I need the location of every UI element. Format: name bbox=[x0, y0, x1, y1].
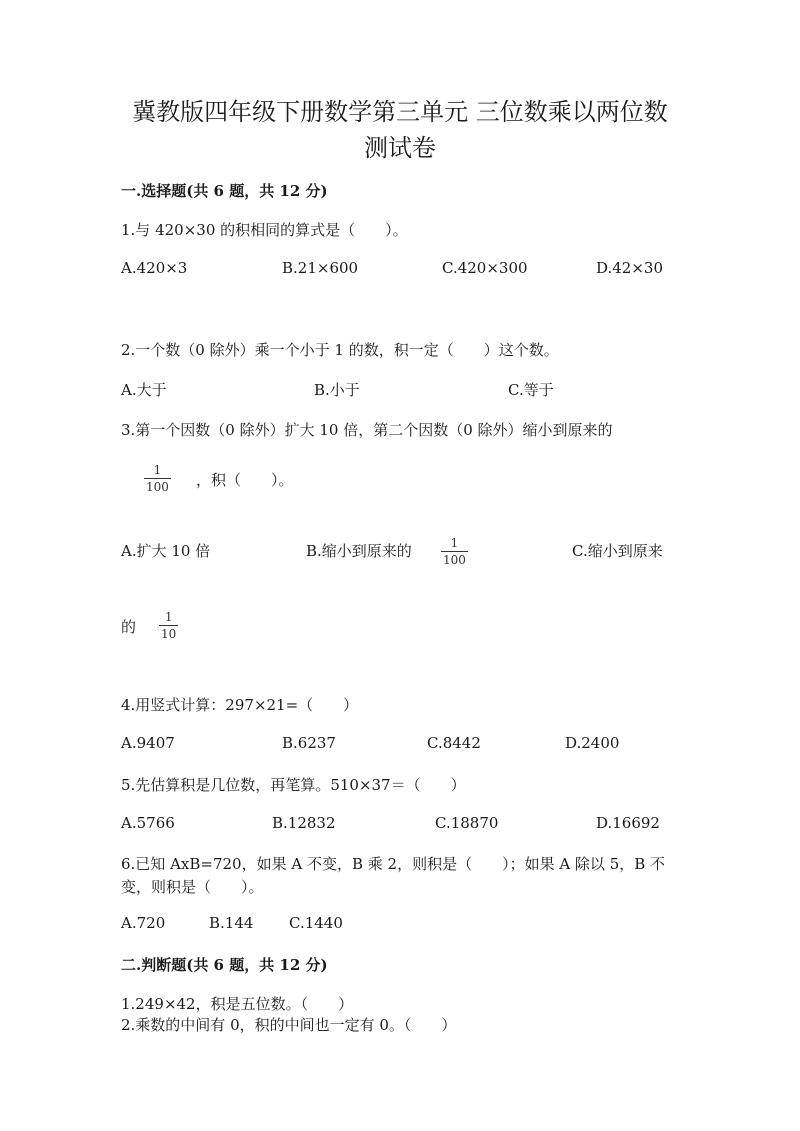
question-5-option-c[interactable]: C.18870 bbox=[435, 814, 499, 832]
section-heading-judgment: 二.判断题(共 6 题，共 12 分) bbox=[121, 956, 328, 974]
question-4-option-d[interactable]: D.2400 bbox=[565, 734, 620, 752]
question-3-text: 3.第一个因数（0 除外）扩大 10 倍，第二个因数（0 除外）缩小到原来的 bbox=[121, 421, 613, 439]
question-3-fraction bbox=[144, 463, 171, 494]
question-3-option-b[interactable]: B.缩小到原来的 bbox=[306, 542, 412, 560]
question-3-tail: ，积（ ）。 bbox=[196, 471, 294, 489]
question-1-option-c[interactable]: C.420×300 bbox=[442, 259, 528, 277]
section-heading-choice: 一.选择题(共 6 题，共 12 分) bbox=[121, 182, 328, 200]
page-title-line-1: 冀教版四年级下册数学第三单元 三位数乘以两位数 bbox=[132, 98, 668, 126]
question-3-option-c[interactable]: C.缩小到原来 bbox=[572, 542, 663, 560]
question-6-text-line-1: 6.已知 AxB=720，如果 A 不变，B 乘 2，则积是（ ）；如果 A 除以 5，B 不 bbox=[121, 855, 666, 873]
question-4-option-c[interactable]: C.8442 bbox=[427, 734, 481, 752]
question-1-option-a[interactable]: A.420×3 bbox=[121, 259, 188, 277]
question-3-option-b-fraction bbox=[441, 536, 468, 567]
question-4-text: 4.用竖式计算：297×21=（ ） bbox=[121, 696, 359, 714]
question-2-text: 2.一个数（0 除外）乘一个小于 1 的数，积一定（ ）这个数。 bbox=[121, 341, 559, 359]
fraction-bar bbox=[159, 625, 178, 626]
question-5-text: 5.先估算积是几位数，再笔算。510×37＝（ ） bbox=[121, 776, 466, 794]
question-2-option-a[interactable]: A.大于 bbox=[121, 381, 167, 399]
fraction-denominator: 100 bbox=[146, 480, 169, 494]
question-1-option-b[interactable]: B.21×600 bbox=[282, 259, 359, 277]
page-title-line-2: 测试卷 bbox=[364, 134, 436, 162]
question-4-option-a[interactable]: A.9407 bbox=[121, 734, 175, 752]
question-5-option-b[interactable]: B.12832 bbox=[272, 814, 336, 832]
question-6-option-a[interactable]: A.720 bbox=[121, 914, 166, 932]
fraction-numerator: 1 bbox=[153, 463, 162, 477]
fraction-numerator: 1 bbox=[450, 536, 459, 550]
question-4-option-b[interactable]: B.6237 bbox=[282, 734, 336, 752]
question-6-text-line-2: 变，则积是（ ）。 bbox=[121, 878, 264, 896]
question-2-option-b[interactable]: B.小于 bbox=[314, 381, 360, 399]
question-5-option-a[interactable]: A.5766 bbox=[121, 814, 175, 832]
fraction-numerator: 1 bbox=[164, 610, 173, 624]
question-1-text: 1.与 420×30 的积相同的算式是（ ）。 bbox=[121, 221, 408, 239]
question-1-option-d[interactable]: D.42×30 bbox=[596, 259, 664, 277]
question-5-option-d[interactable]: D.16692 bbox=[596, 814, 660, 832]
fraction-denominator: 10 bbox=[161, 627, 177, 641]
judgment-question-1: 1.249×42，积是五位数。（ ） bbox=[121, 995, 354, 1013]
question-2-option-c[interactable]: C.等于 bbox=[508, 381, 554, 399]
judgment-question-2: 2.乘数的中间有 0，积的中间也一定有 0。（ ） bbox=[121, 1016, 457, 1034]
question-3-option-c-fraction bbox=[159, 610, 178, 641]
question-3-option-c-continued: 的 bbox=[121, 618, 137, 636]
fraction-bar bbox=[144, 478, 171, 479]
fraction-bar bbox=[441, 551, 468, 552]
question-6-option-b[interactable]: B.144 bbox=[209, 914, 254, 932]
question-3-option-a[interactable]: A.扩大 10 倍 bbox=[121, 542, 211, 560]
question-6-option-c[interactable]: C.1440 bbox=[289, 914, 343, 932]
fraction-denominator: 100 bbox=[443, 553, 466, 567]
